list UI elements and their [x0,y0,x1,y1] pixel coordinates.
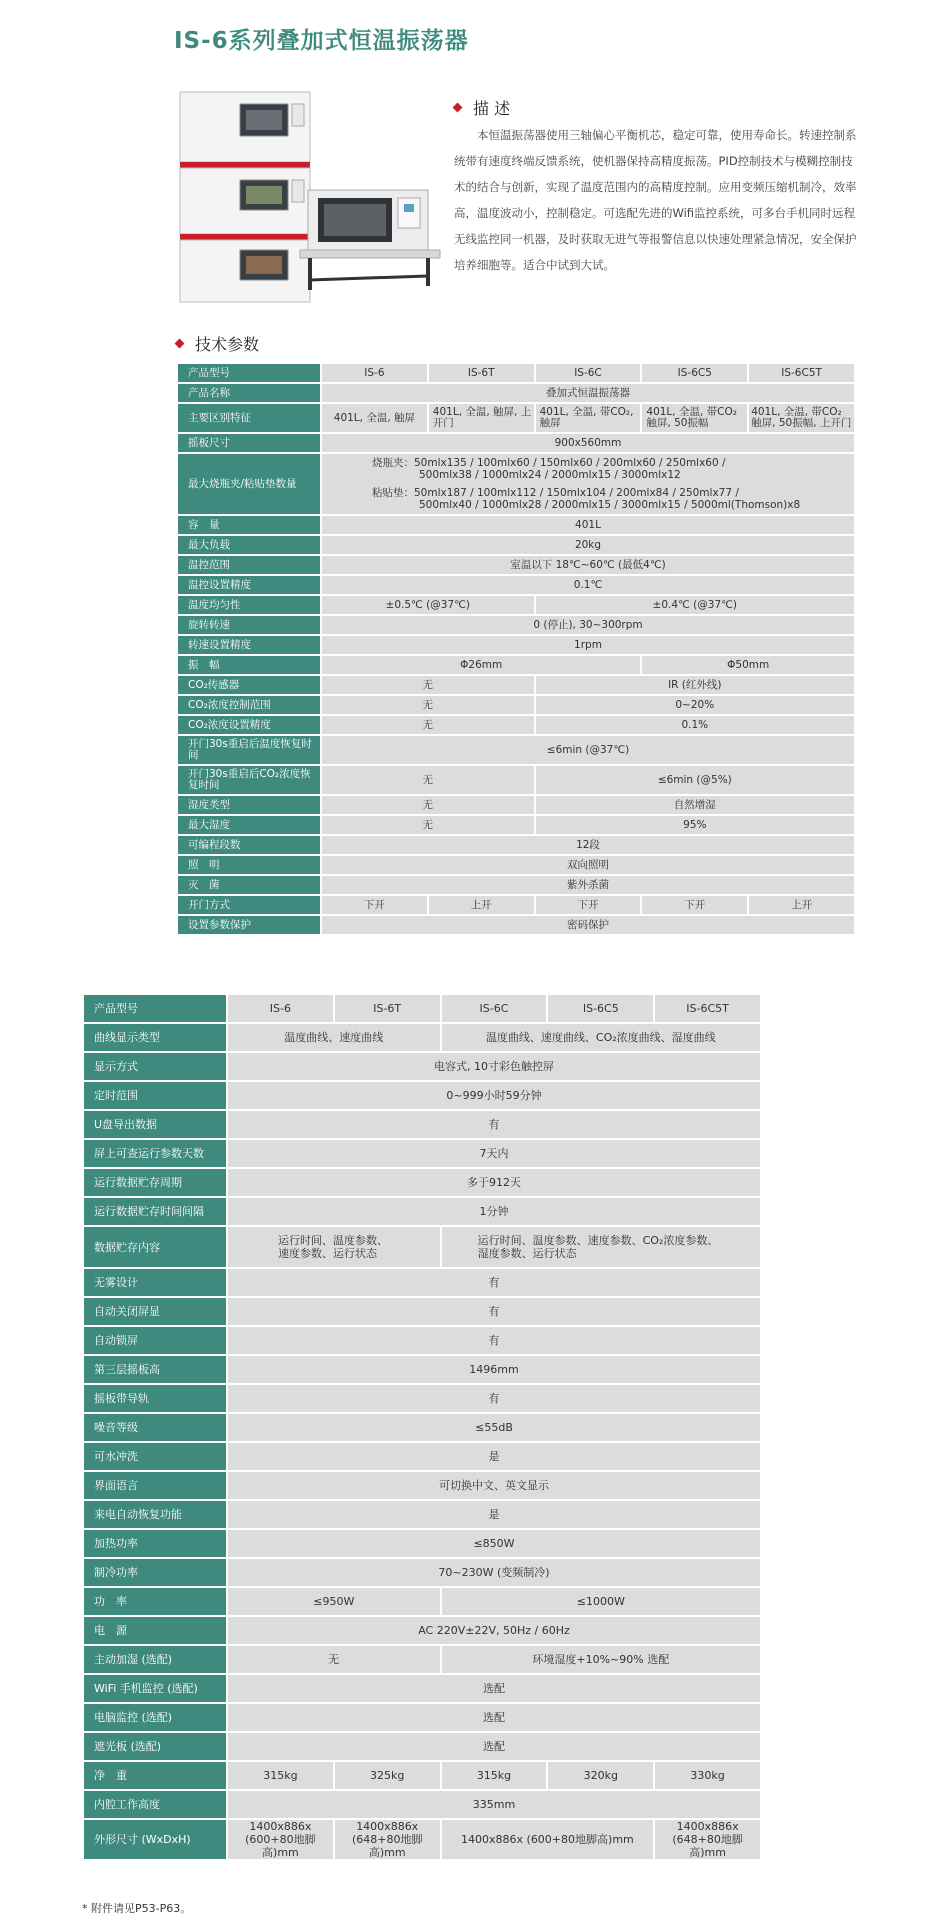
description-text: 本恒温振荡器使用三轴偏心平衡机芯，稳定可靠，使用寿命长。转速控制系统带有速度终端反馈系统，使机器保持高精度振荡。PID控制技术与模糊控制技术的结合与创新，实现了温度范围内的高精度控制。应用变频压缩机制冷，效率高，温度波动小，控制稳定。可选配先进的Wifi监控系统，可多台手机同时远程无线监控同一机器，及时获取无进气等报警信息以快速处理紧急情况，安全保护培养细胞等。适合中试到大试。 [454,128,857,272]
model-cell: IS-6T [429,364,534,382]
spec-heading: 技术参数 [176,332,259,355]
table-row: 照 明 双向照明 [178,856,854,874]
table-row: 湿度类型 无 自然增湿 [178,796,854,814]
table-row: 定时范围 0~999小时59分钟 [84,1082,760,1109]
table-row: 电脑监控 (选配) 选配 [84,1704,760,1731]
table-row: 曲线显示类型 温度曲线、速度曲线 温度曲线、速度曲线、CO₂浓度曲线、湿度曲线 [84,1024,760,1051]
model-cell: IS-6C5 [642,364,747,382]
page-title: IS-6系列叠加式恒温振荡器 [174,28,469,54]
clamp-cell: 烧瓶夹：50mlx135 / 100mlx60 / 150mlx60 / 200mlx60 / 250mlx60 / 500mlx38 / 1000mlx24 / 2000mlx15 / 3000mlx12 粘贴垫：50mlx187 / 100mlx112 / 150mlx104 / 200mlx84 / 250mlx77 / 500mlx40 / 1000mlx28 / 2000mlx15 / 3000mlx15 / 5000ml(Thomson)x8 [322,454,854,514]
table-row: CO₂传感器 无 IR (红外线) [178,676,854,694]
table-row: 设置参数保护 密码保护 [178,916,854,934]
table-row: WiFi 手机监控 (选配) 选配 [84,1675,760,1702]
table-row: 自动锁屏 有 [84,1327,760,1354]
table-row: 第三层摇板高 1496mm [84,1356,760,1383]
table-row: 运行数据贮存周期 多于912天 [84,1169,760,1196]
table-row: 主动加湿 (选配) 无 环境湿度+10%~90% 选配 [84,1646,760,1673]
model-cell: IS-6 [228,995,333,1022]
table-row: 产品型号 IS-6 IS-6T IS-6C IS-6C5 IS-6C5T [84,995,760,1022]
table-row: 开门30s重启后CO₂浓度恢复时间 无 ≤6min (@5%) [178,766,854,794]
model-cell: IS-6C [536,364,641,382]
table-row: 屏上可查运行参数天数 7天内 [84,1140,760,1167]
table-row: 摇板尺寸 900x560mm [178,434,854,452]
table-row: 自动关闭屏显 有 [84,1298,760,1325]
table-row: CO₂浓度控制范围 无 0~20% [178,696,854,714]
table-row: 内腔工作高度 335mm [84,1791,760,1818]
table-row: 净 重 315kg 325kg 315kg 320kg 330kg [84,1762,760,1789]
table-row: 加热功率 ≤850W [84,1530,760,1557]
footnote: * 附件请见P53-P63。 [82,1902,192,1915]
table-row: 温控范围 室温以下 18℃~60℃ (最低4℃) [178,556,854,574]
table-row: 界面语言 可切换中文、英文显示 [84,1472,760,1499]
table-row: 开门30s重启后温度恢复时间 ≤6min (@37℃) [178,736,854,764]
table-row: 无雾设计 有 [84,1269,760,1296]
table-row: 振 幅 Φ26mm Φ50mm [178,656,854,674]
model-cell: IS-6C5T [749,364,854,382]
table-row: 来电自动恢复功能 是 [84,1501,760,1528]
table-row: 摇板带导轨 有 [84,1385,760,1412]
spec-table-1 [176,362,856,936]
spec-table-2 [82,993,762,1861]
table-row: 电 源 AC 220V±22V, 50Hz / 60Hz [84,1617,760,1644]
table-row: 显示方式 电容式, 10寸彩色触控屏 [84,1053,760,1080]
table-row: 主要区别特征 401L, 全温, 触屏 401L, 全温, 触屏, 上开门 401L, 全温, 带CO₂, 触屏 401L, 全温, 带CO₂ 触屏, 50振幅 401L, 全温, 带CO₂ 触屏, 50振幅, 上开门 [178,404,854,432]
table-row: 温度均匀性 ±0.5℃ (@37℃) ±0.4℃ (@37℃) [178,596,854,614]
table-row: 外形尺寸 (WxDxH) 1400x886x (600+80地脚高)mm 1400x886x (648+80地脚高)mm 1400x886x (600+80地脚高)mm 1400x886x (648+80地脚高)mm [84,1820,760,1859]
table-row: 噪音等级 ≤55dB [84,1414,760,1441]
table-row: 转速设置精度 1rpm [178,636,854,654]
table-row: 遮光板 (选配) 选配 [84,1733,760,1760]
table-row: 可水冲洗 是 [84,1443,760,1470]
description-heading: 描 述 [454,96,510,119]
table-row: 容 量 401L [178,516,854,534]
table-row: 开门方式 下开 上开 下开 下开 上开 [178,896,854,914]
model-cell: IS-6 [322,364,427,382]
product-image [178,90,448,305]
table-row: 功 率 ≤950W ≤1000W [84,1588,760,1615]
table-row: 旋转转速 0 (停止), 30~300rpm [178,616,854,634]
table-row: 产品型号 IS-6 IS-6T IS-6C IS-6C5 IS-6C5T [178,364,854,382]
table-row: 运行数据贮存时间间隔 1分钟 [84,1198,760,1225]
red-diamond-icon [453,103,463,113]
model-cell: IS-6C5T [655,995,760,1022]
table-row: 最大湿度 无 95% [178,816,854,834]
table-row: 最大烧瓶夹/粘贴垫数量 烧瓶夹：50mlx135 / 100mlx60 / 150mlx60 / 200mlx60 / 250mlx60 / 500mlx38 / 1000mlx24 / 2000mlx15 / 3000mlx12 粘贴垫：50mlx187 / 100mlx112 / 150mlx104 / 200mlx84 / 250mlx77 / 500mlx40 / 1000mlx28 / 2000mlx15 / 3000mlx15 / 5000ml(Thomson)x8 [178,454,854,514]
model-cell: IS-6C5 [548,995,653,1022]
red-diamond-icon [175,339,185,349]
model-cell: IS-6T [335,995,440,1022]
table-row: U盘导出数据 有 [84,1111,760,1138]
stacked-incubator-unit [180,92,310,302]
table-row: CO₂浓度设置精度 无 0.1% [178,716,854,734]
table-row: 温控设置精度 0.1℃ [178,576,854,594]
model-cell: IS-6C [442,995,547,1022]
open-incubator-unit [300,190,440,290]
table-row: 产品名称 叠加式恒温振荡器 [178,384,854,402]
table-row: 灭 菌 紫外杀菌 [178,876,854,894]
table-row: 可编程段数 12段 [178,836,854,854]
table-row: 制冷功率 70~230W (变频制冷) [84,1559,760,1586]
table-row: 数据贮存内容 运行时间、温度参数、 速度参数、运行状态 运行时间、温度参数、速度参数、CO₂浓度参数、 湿度参数、运行状态 [84,1227,760,1267]
table-row: 最大负载 20kg [178,536,854,554]
